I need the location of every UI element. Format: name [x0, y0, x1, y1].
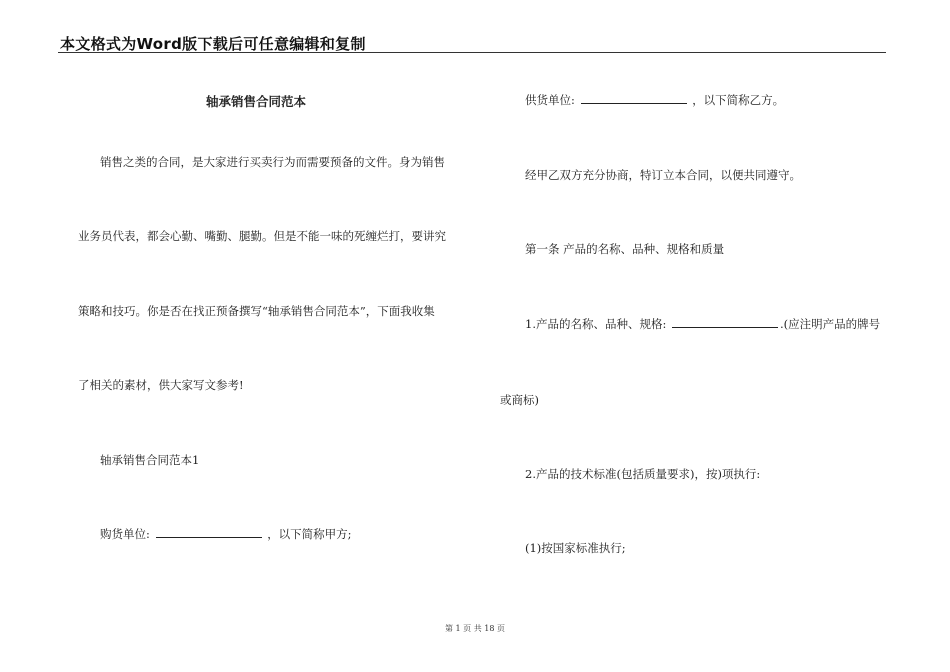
- item-2-1-line: (1)按国家标准执行;: [525, 541, 626, 555]
- agreement-text: 经甲乙双方充分协商，特订立本合同，以便共同遵守。: [525, 168, 801, 182]
- buyer-blank: [156, 527, 262, 538]
- item-1-prefix: 1.产品的名称、品种、规格:: [525, 317, 667, 331]
- item-1-suffix: .(应注明产品的牌号: [780, 317, 881, 331]
- seller-line: [525, 93, 784, 107]
- buyer-suffix: ，以下简称甲方;: [267, 527, 352, 541]
- seller-blank: [581, 93, 687, 104]
- seller-suffix: ，以下简称乙方。: [692, 93, 785, 107]
- document-title: 轴承销售合同范本: [206, 94, 307, 109]
- item-1-line: [525, 317, 880, 331]
- item-2-line: 2.产品的技术标准(包括质量要求)，按)项执行:: [525, 467, 761, 481]
- intro-paragraph-line-2: 业务员代表，都会心勤、嘴勤、腿勤。但是不能一味的死缠烂打，要讲究: [78, 229, 446, 243]
- item-1-continuation: 或商标): [500, 393, 539, 407]
- intro-paragraph-line-1: 销售之类的合同，是大家进行买卖行为而需要预备的文件。身为销售: [100, 155, 445, 169]
- intro-paragraph-line-3: 策略和技巧。你是否在找正预备撰写“轴承销售合同范本”，下面我收集: [78, 304, 435, 318]
- header-divider: [58, 52, 886, 53]
- article-1-heading: 第一条 产品的名称、品种、规格和质量: [525, 242, 725, 256]
- seller-label: 供货单位:: [525, 93, 575, 107]
- buyer-label: 购货单位:: [100, 527, 150, 541]
- intro-paragraph-line-4: 了相关的素材，供大家写文参考!: [78, 378, 244, 392]
- page-number: 第 1 页 共 18 页: [445, 624, 505, 633]
- item-1-blank: [672, 317, 778, 328]
- contract-subtitle: 轴承销售合同范本1: [100, 453, 200, 467]
- document-header-banner: 本文格式为Word版下载后可任意编辑和复制: [60, 35, 366, 53]
- buyer-line: [100, 527, 352, 541]
